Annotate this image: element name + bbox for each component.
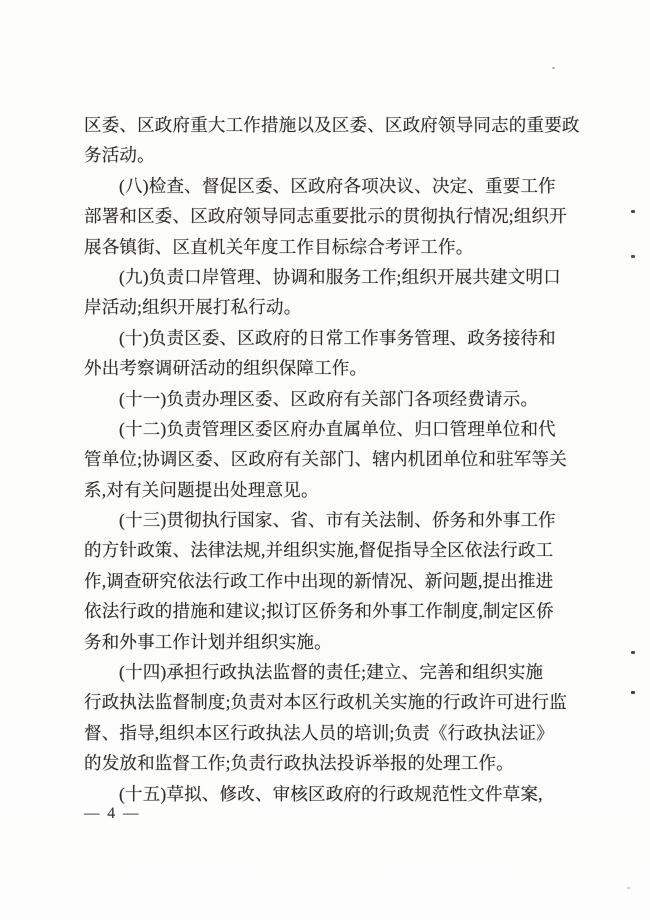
scan-speck [552, 67, 555, 69]
text-line: 管单位;协调区委、区政府有关部门、辖内机团单位和驻军等关 [84, 449, 567, 470]
scan-speck [631, 210, 635, 213]
text-line: 岸活动;组织开展打私行动。 [84, 297, 302, 318]
text-line: 依法行政的措施和建议;拟订区侨务和外事工作制度,制定区侨 [84, 601, 554, 622]
text-line: 部署和区委、区政府领导同志重要批示的贯彻执行情况;组织开 [84, 206, 567, 227]
scan-speck [631, 691, 635, 694]
text-line: 行政执法监督制度;负责对本区行政机关实施的行政许可进行监 [84, 692, 567, 713]
document-body [84, 110, 580, 809]
scan-speck [627, 887, 630, 889]
scan-speck [631, 651, 635, 654]
text-line: 的方针政策、法律法规,并组织实施,督促指导全区依法行政工 [84, 540, 554, 561]
text-line: 区委、区政府重大工作措施以及区委、区政府领导同志的重要政 [84, 115, 580, 135]
text-line: 展各镇街、区直机关年度工作目标综合考评工作。 [84, 236, 474, 257]
scan-speck [631, 255, 635, 258]
text-line: (八)检查、督促区委、区政府各项决议、决定、重要工作 [119, 175, 556, 196]
text-line: 务活动。 [84, 145, 155, 166]
text-line: 外出考察调研活动的组织保障工作。 [84, 358, 368, 379]
text-line: (九)负责口岸管理、协调和服务工作;组织开展共建文明口 [119, 266, 561, 287]
page-number: — 4 — [84, 805, 141, 822]
text-line: 系,对有关问题提出处理意见。 [84, 479, 319, 500]
text-line: 务和外事工作计划并组织实施。 [84, 631, 332, 652]
text-line: 的发放和监督工作;负责行政执法投诉举报的处理工作。 [84, 753, 514, 774]
text-line: (十五)草拟、修改、审核区政府的行政规范性文件草案, [119, 783, 543, 804]
text-line: (十四)承担行政执法监督的责任;建立、完善和组织实施 [119, 662, 544, 683]
text-line: 督、指导,组织本区行政执法人员的培训;负责《行政执法证》 [84, 722, 554, 743]
text-line: (十三)贯彻执行国家、省、市有关法制、侨务和外事工作 [119, 510, 556, 531]
text-line: 作,调查研究依法行政工作中出现的新情况、新问题,提出推进 [84, 570, 554, 591]
text-line: (十二)负责管理区委区府办直属单位、归口管理单位和代 [119, 418, 556, 439]
text-line: (十一)负责办理区委、区政府有关部门各项经费请示。 [119, 388, 539, 409]
text-line: (十)负责区委、区政府的日常工作事务管理、政务接待和 [119, 327, 556, 348]
